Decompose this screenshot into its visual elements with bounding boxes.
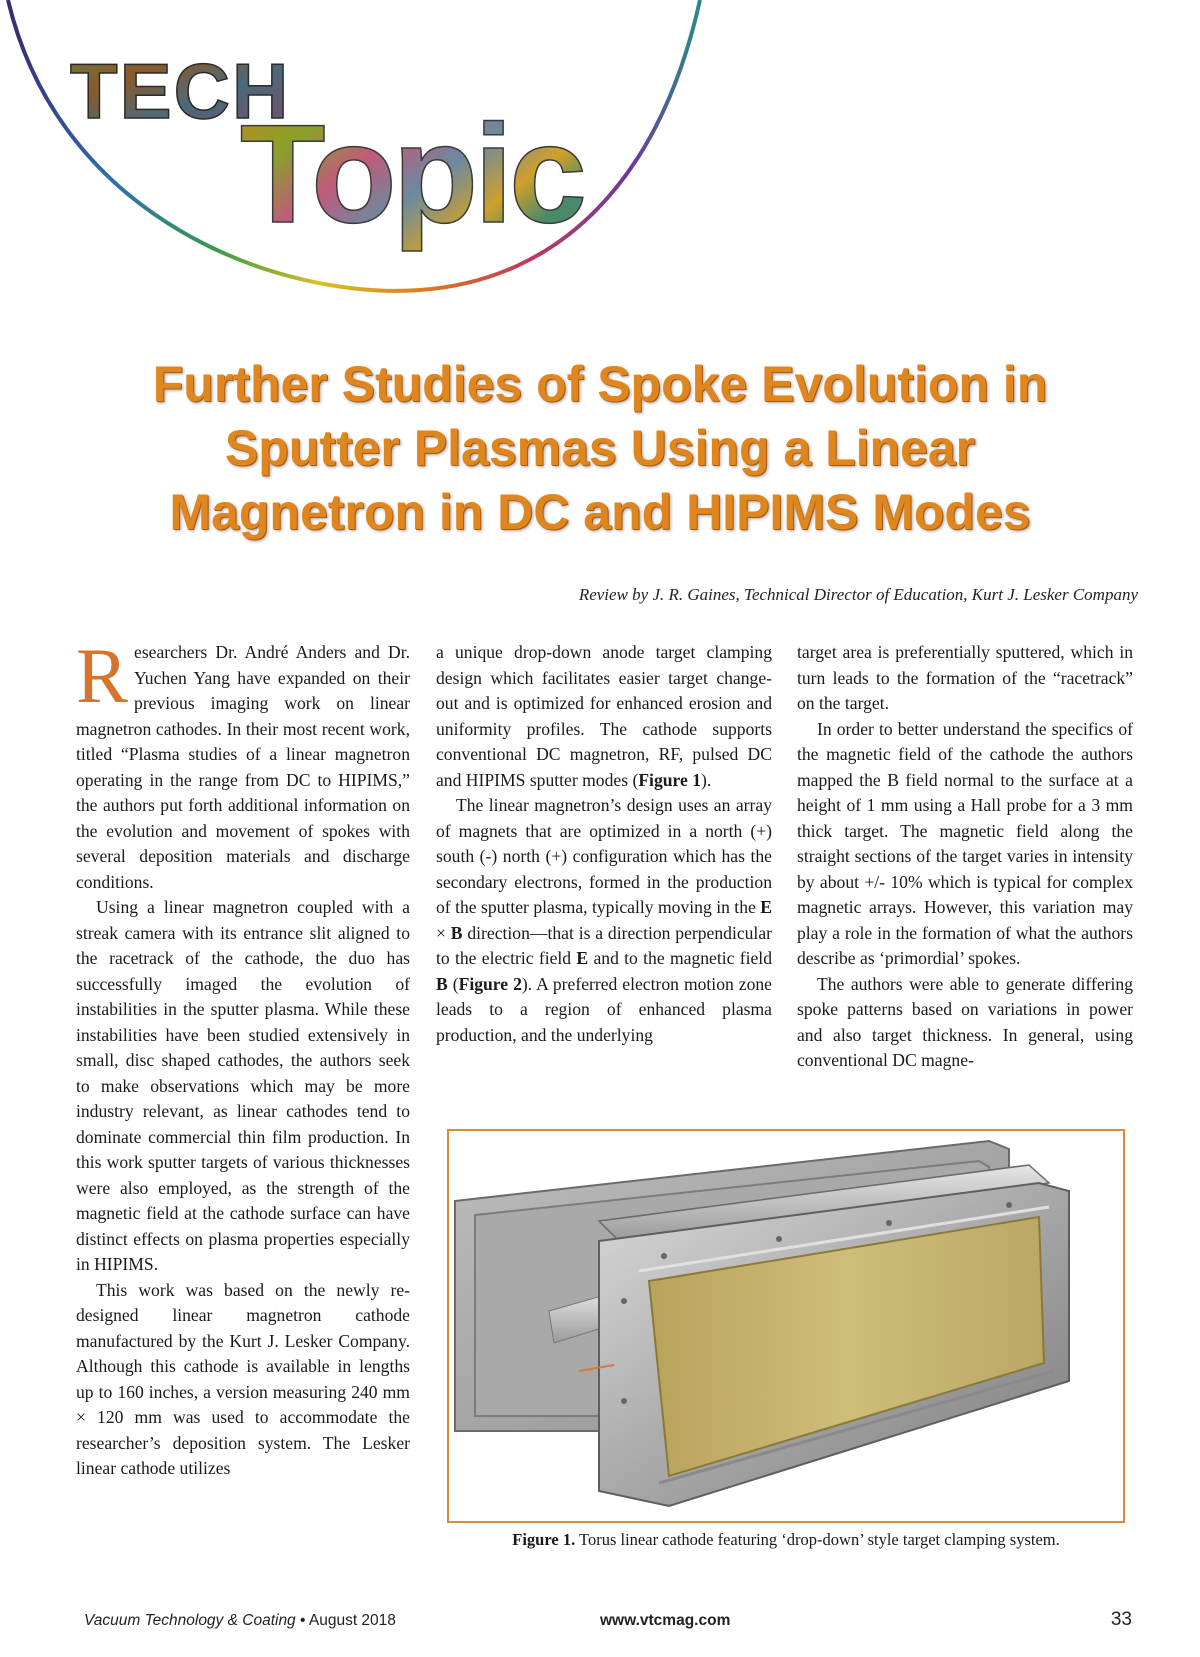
paragraph: Using a linear magnetron coupled with a streak camera with its entrance slit aligned to the racetrack of the cathode, the duo has successfully imaged the evolution of instabilities in the sputter plasma. While these instabilities have been studied extensively in small, disc shaped cathodes, the authors seek to make observations which may be more industry relevant, as linear cathodes tend to dominate commercial thin film production. In this work sputter targets of various thicknesses were also employed, as the strength of the magnetic field at the cathode surface can have distinct effects on plasma properties especially in HIPIMS.	[76, 897, 410, 1274]
tech-topic-logo	[0, 0, 760, 310]
text-run: ). A preferred electron motion zone leads to a region of enhanced plasma production, and the underlying	[436, 973, 772, 1045]
footer-website-link[interactable]: www.vtcmag.com	[600, 1612, 731, 1629]
headline-line-1: Further Studies of Spoke Evolution in	[152, 356, 1048, 412]
logo-tech-text: TECH	[70, 47, 291, 135]
symbol-b: B	[436, 973, 448, 994]
article-column-1	[76, 632, 410, 1482]
figure-1	[447, 1129, 1125, 1523]
figure-reference: Figure 1	[638, 769, 702, 790]
paragraph: The authors were able to generate differing spoke patterns based on variations in power and also target thickness. In general, using conventional DC magne-	[797, 973, 1133, 1070]
footer-publication	[84, 1612, 396, 1630]
paragraph	[436, 640, 772, 793]
text-run: ).	[701, 769, 712, 790]
article-headline	[80, 352, 1120, 544]
paragraph	[76, 632, 410, 895]
issue-date: August 2018	[308, 1612, 396, 1629]
text-run: and to the magnetic field	[588, 948, 772, 968]
footer-separator: •	[295, 1612, 309, 1629]
text-run: The linear magnetron’s design uses an array of magnets that are optimized in a north (+) south (-) north (+) configuration which has the secondary electrons, formed in the production of the sputter plasma, typically moving in the	[436, 795, 772, 917]
text-run: ×	[436, 922, 451, 943]
text-run: direction—that is a direction perpendicular to the electric field	[436, 922, 772, 968]
bolt	[776, 1236, 782, 1242]
page-footer	[84, 1609, 1132, 1636]
symbol-b: B	[450, 922, 463, 943]
drop-cap: R	[76, 632, 129, 719]
paragraph: This work was based on the newly re-designed linear magnetron cathode manufactured by the Kurt J. Lesker Company. Although this cathode is available in lengths up to 160 inches, a version measuring 240 mm × 120 mm was used to accommodate the researcher’s deposition system. The Lesker linear cathode utilizes	[76, 1279, 410, 1478]
text-run: a unique drop-down anode target clamping design which facilitates easier target change-out and is optimized for enhanced erosion and uniformity profiles. The cathode supports conventional DC magnetron, RF, pulsed DC and HIPIMS sputter modes (	[436, 642, 772, 790]
figure-reference: Figure 2	[458, 973, 522, 994]
page-number: 33	[1110, 1609, 1132, 1630]
paragraph	[436, 793, 772, 1048]
figure-1-caption	[447, 1530, 1125, 1550]
publication-name: Vacuum Technology & Coating	[84, 1612, 296, 1629]
linear-cathode-image	[449, 1131, 1123, 1521]
bolt	[886, 1220, 892, 1226]
figure-caption-text: Torus linear cathode featuring ‘drop-down’ style target clamping system.	[575, 1530, 1060, 1549]
bolt	[621, 1398, 627, 1404]
symbol-e: E	[576, 948, 589, 968]
paragraph: In order to better understand the specifics of the magnetic field of the cathode the authors mapped the B field normal to the surface at a height of 1 mm using a Hall probe for a 3 mm thick target. The magnetic field along the straight sections of the target varies in intensity by about +/- 10% which is typical for complex magnetic arrays. However, this variation may play a role in the formation of what the authors describe as ‘primordial’ spokes.	[797, 718, 1133, 968]
headline-line-3: Magnetron in DC and HIPIMS Modes	[169, 484, 1031, 540]
logo-topic-text: Topic	[240, 95, 583, 252]
article-byline: Review by J. R. Gaines, Technical Director of Education, Kurt J. Lesker Company	[578, 585, 1138, 604]
paragraph: target area is preferentially sputtered, which in turn leads to the formation of the “racetrack” on the target.	[797, 642, 1133, 713]
paragraph-text: esearchers Dr. André Anders and Dr. Yuchen Yang have expanded on their previous imaging work on linear magnetron cathodes. In their most recent work, titled “Plasma studies of a linear magnetron operating in the range from DC to HIPIMS,” the authors put forth additional information on the evolution and movement of spokes with several deposition materials and discharge conditions.	[76, 642, 410, 892]
headline-line-2: Sputter Plasmas Using a Linear	[224, 420, 976, 476]
figure-label: Figure 1.	[512, 1530, 576, 1549]
bolt	[621, 1298, 627, 1304]
text-run: (	[447, 973, 459, 994]
article-column-3	[797, 640, 1133, 1074]
article-column-2	[436, 640, 772, 1048]
bolt	[1006, 1202, 1012, 1208]
bolt	[661, 1253, 667, 1259]
symbol-e: E	[760, 897, 772, 917]
